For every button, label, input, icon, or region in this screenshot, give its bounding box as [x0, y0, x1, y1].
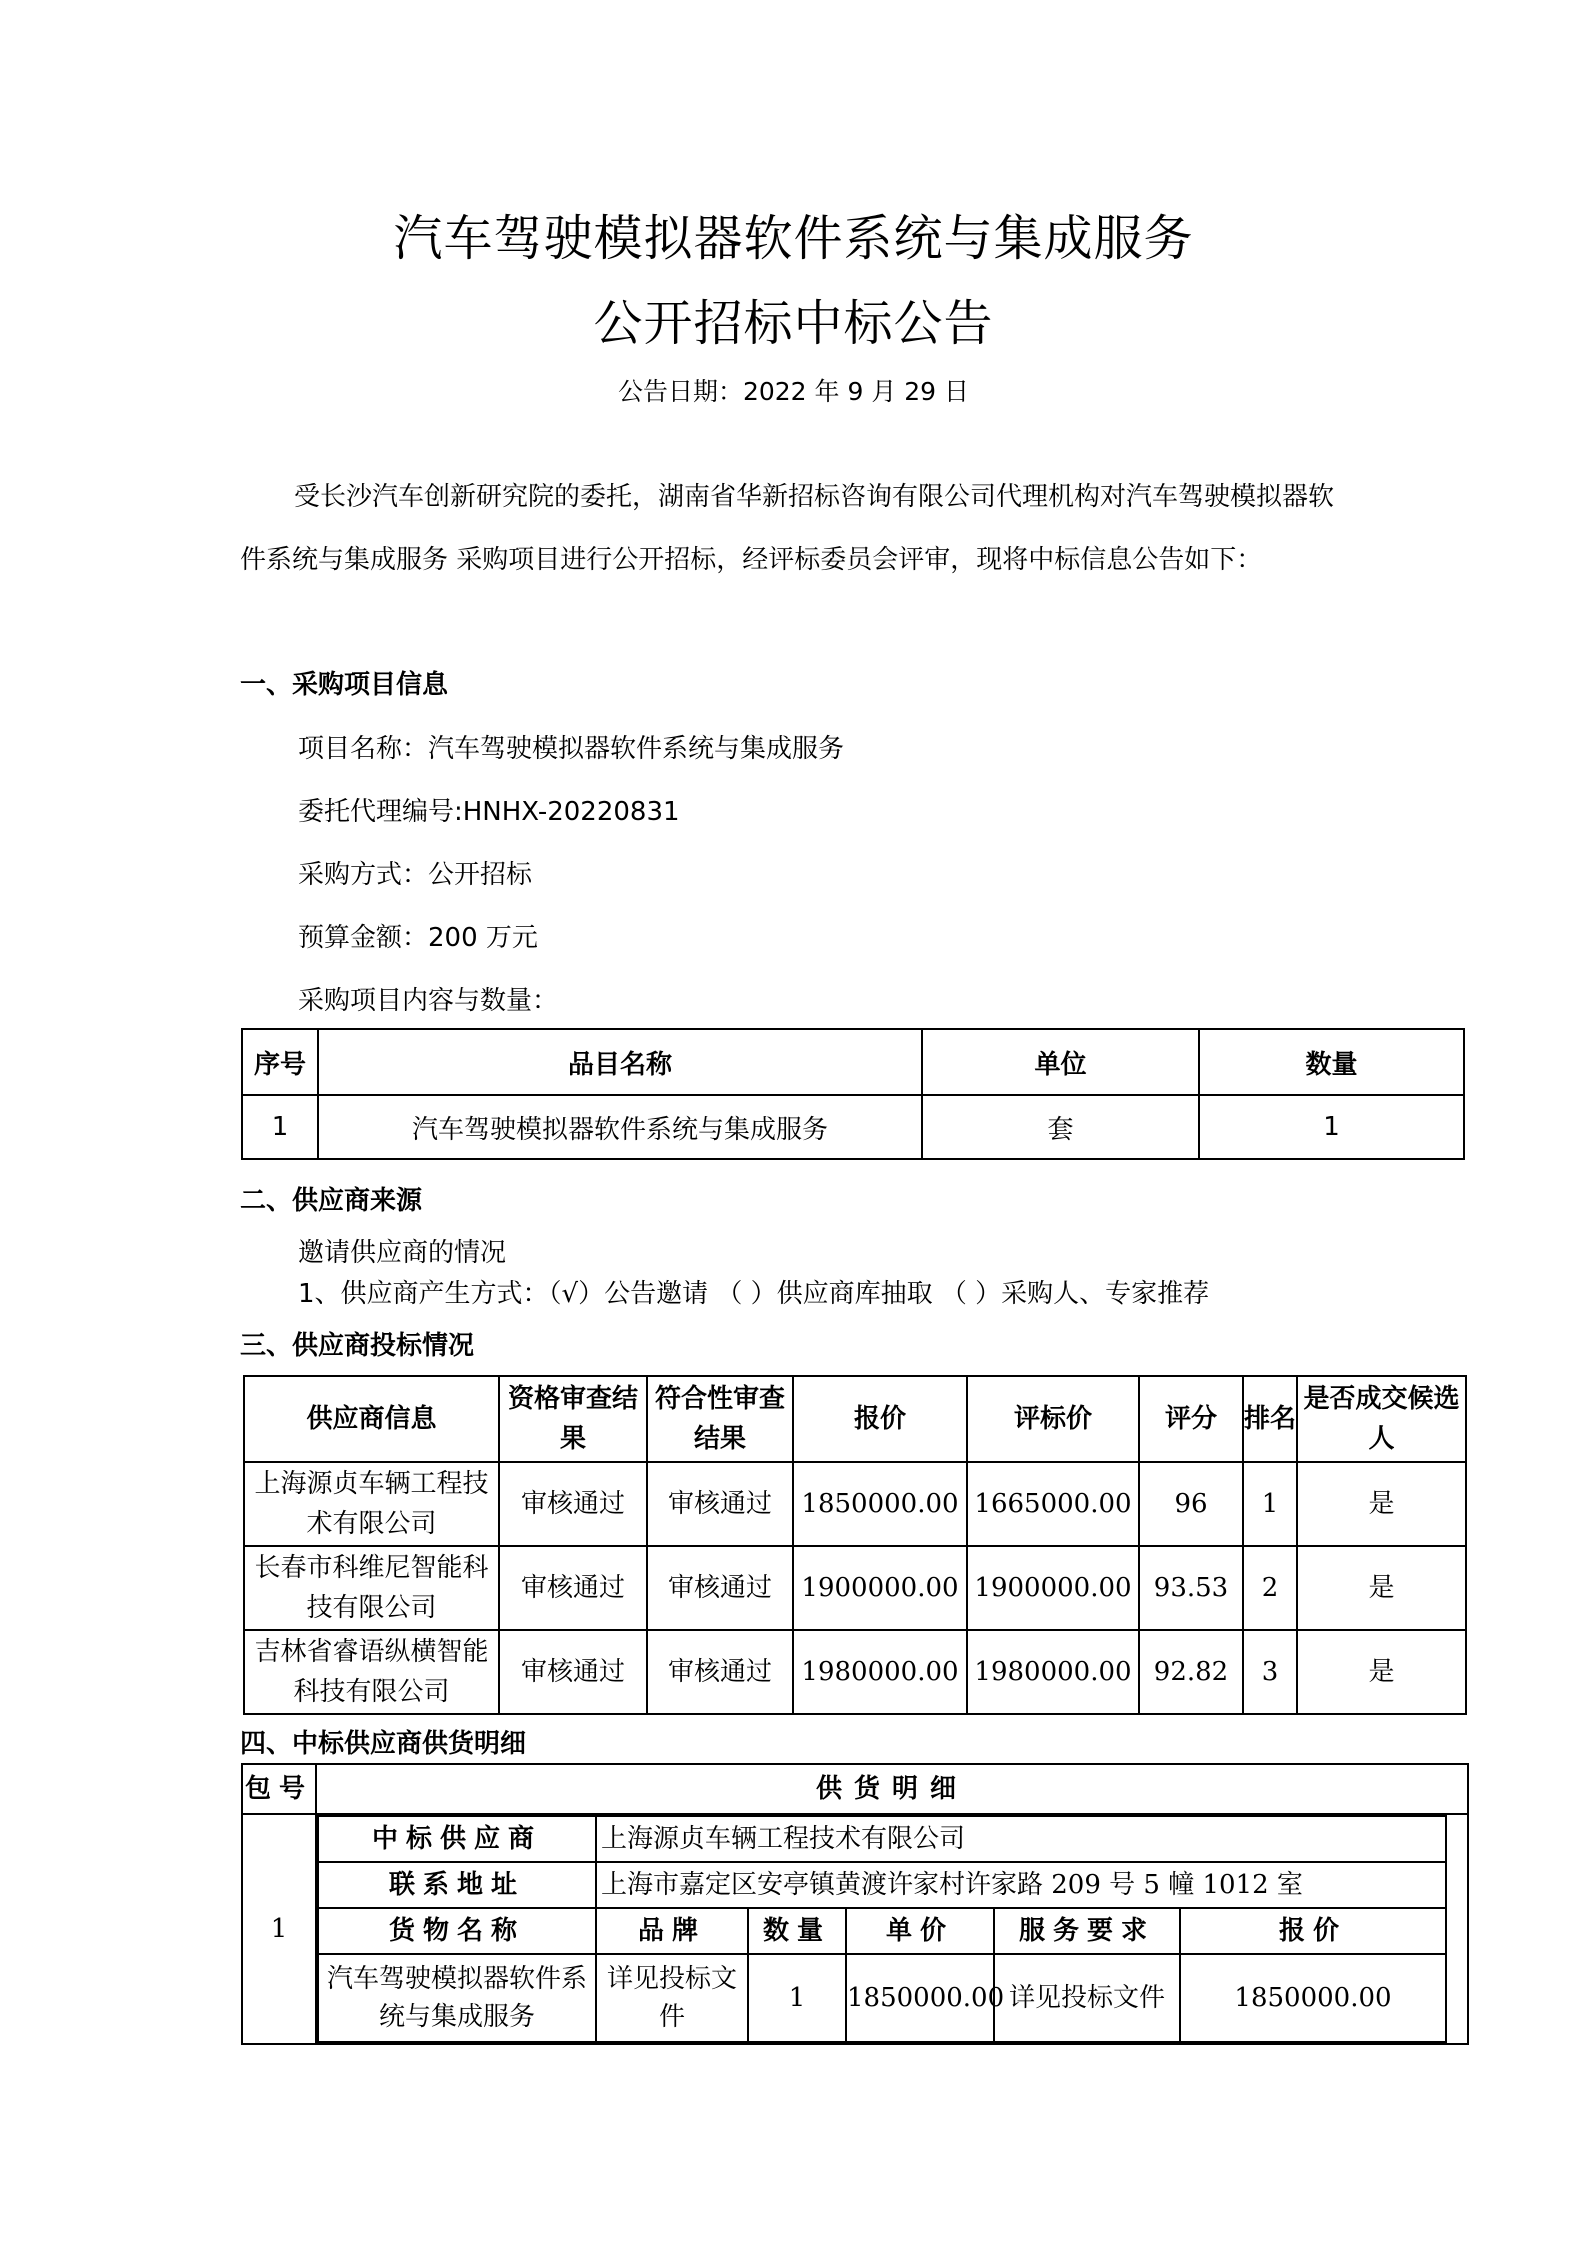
section-4-heading: 四、中标供应商供货明细 [240, 1729, 527, 1759]
cell: 审核通过 [647, 1630, 793, 1714]
table-row [318, 1954, 1446, 2042]
address-label: 联系地址 [318, 1862, 596, 1908]
detail-inner-table [317, 1815, 1447, 2043]
cell: 详见投标文件 [994, 1954, 1180, 2042]
cell: 上海源贞车辆工程技术有限公司 [244, 1462, 499, 1546]
bids-table [243, 1375, 1467, 1715]
section-3-heading: 三、供应商投标情况 [240, 1331, 475, 1361]
cell: 1980000.00 [967, 1630, 1139, 1714]
item-header: 数量 [748, 1908, 846, 1954]
header-cell: 品目名称 [318, 1029, 922, 1095]
cell: 1900000.00 [967, 1546, 1139, 1630]
supplier-value: 上海源贞车辆工程技术有限公司 [596, 1816, 1446, 1862]
cell: 1 [1199, 1095, 1464, 1159]
cell: 92.82 [1139, 1630, 1243, 1714]
cell: 是 [1297, 1462, 1466, 1546]
section-1-heading: 一、采购项目信息 [240, 670, 449, 700]
cell: 审核通过 [647, 1462, 793, 1546]
supplier-source-method: 1、供应商产生方式：（√）公告邀请 （ ）供应商库抽取 （ ）采购人、专家推荐 [298, 1279, 1210, 1309]
header-cell: 序号 [242, 1029, 318, 1095]
project-name: 项目名称：汽车驾驶模拟器软件系统与集成服务 [298, 734, 845, 764]
item-header: 货物名称 [318, 1908, 596, 1954]
header-cell: 评分 [1139, 1376, 1243, 1462]
header-cell: 符合性审查结果 [647, 1376, 793, 1462]
items-table [241, 1028, 1465, 1160]
cell: 1 [242, 1095, 318, 1159]
supply-detail-table [241, 1763, 1469, 2045]
detail-header: 供货明细 [316, 1764, 1468, 1814]
cell: 2 [1243, 1546, 1297, 1630]
item-header: 品牌 [596, 1908, 748, 1954]
cell: 93.53 [1139, 1546, 1243, 1630]
supplier-label: 中标供应商 [318, 1816, 596, 1862]
cell: 1850000.00 [846, 1954, 994, 2042]
cell: 是 [1297, 1630, 1466, 1714]
table-row [244, 1546, 1466, 1630]
item-header: 单价 [846, 1908, 994, 1954]
procurement-method: 采购方式：公开招标 [298, 860, 533, 890]
cell: 1900000.00 [793, 1546, 967, 1630]
intro-text: 受长沙汽车创新研究院的委托，湖南省华新招标咨询有限公司代理机构对汽车驾驶模拟器软件系统与集成服务 采购项目进行公开招标，经评标委员会评审，现将中标信息公告如下： [240, 482, 1335, 575]
detail-container [316, 1814, 1468, 2044]
cell: 吉林省睿语纵横智能科技有限公司 [244, 1630, 499, 1714]
header-cell: 数量 [1199, 1029, 1464, 1095]
cell: 1850000.00 [793, 1462, 967, 1546]
invitation-line: 邀请供应商的情况 [298, 1238, 507, 1268]
table-row [244, 1462, 1466, 1546]
header-cell: 排名 [1243, 1376, 1297, 1462]
cell: 3 [1243, 1630, 1297, 1714]
cell: 1850000.00 [1180, 1954, 1446, 2042]
content-label: 采购项目内容与数量： [298, 986, 559, 1016]
cell: 是 [1297, 1546, 1466, 1630]
cell: 1665000.00 [967, 1462, 1139, 1546]
header-cell: 评标价 [967, 1376, 1139, 1462]
table-row [244, 1630, 1466, 1714]
header-cell: 资格审查结果 [499, 1376, 647, 1462]
cell: 汽车驾驶模拟器软件系统与集成服务 [318, 1095, 922, 1159]
cell: 套 [922, 1095, 1199, 1159]
intro-paragraph [240, 466, 1355, 592]
header-cell: 是否成交候选人 [1297, 1376, 1466, 1462]
item-header: 服务要求 [994, 1908, 1180, 1954]
header-cell: 单位 [922, 1029, 1199, 1095]
header-cell: 供应商信息 [244, 1376, 499, 1462]
cell: 长春市科维尼智能科技有限公司 [244, 1546, 499, 1630]
cell: 审核通过 [647, 1546, 793, 1630]
cell: 审核通过 [499, 1630, 647, 1714]
package-header: 包号 [242, 1764, 316, 1814]
header-cell: 报价 [793, 1376, 967, 1462]
table-row [242, 1095, 1464, 1159]
cell: 审核通过 [499, 1546, 647, 1630]
title-line-2: 公开招标中标公告 [593, 295, 994, 352]
section-2-heading: 二、供应商来源 [240, 1186, 423, 1216]
package-number: 1 [242, 1814, 316, 2044]
announcement-date: 公告日期：2022 年 9 月 29 日 [617, 377, 970, 406]
cell: 汽车驾驶模拟器软件系统与集成服务 [318, 1954, 596, 2042]
cell: 1980000.00 [793, 1630, 967, 1714]
title-line-1: 汽车驾驶模拟器软件系统与集成服务 [393, 210, 1194, 267]
budget: 预算金额：200 万元 [298, 923, 538, 953]
cell: 1 [1243, 1462, 1297, 1546]
cell: 审核通过 [499, 1462, 647, 1546]
cell: 详见投标文件 [596, 1954, 748, 2042]
agency-code: 委托代理编号:HNHX-20220831 [298, 797, 680, 827]
cell: 96 [1139, 1462, 1243, 1546]
cell: 1 [748, 1954, 846, 2042]
item-header: 报价 [1180, 1908, 1446, 1954]
address-value: 上海市嘉定区安亭镇黄渡许家村许家路 209 号 5 幢 1012 室 [596, 1862, 1446, 1908]
